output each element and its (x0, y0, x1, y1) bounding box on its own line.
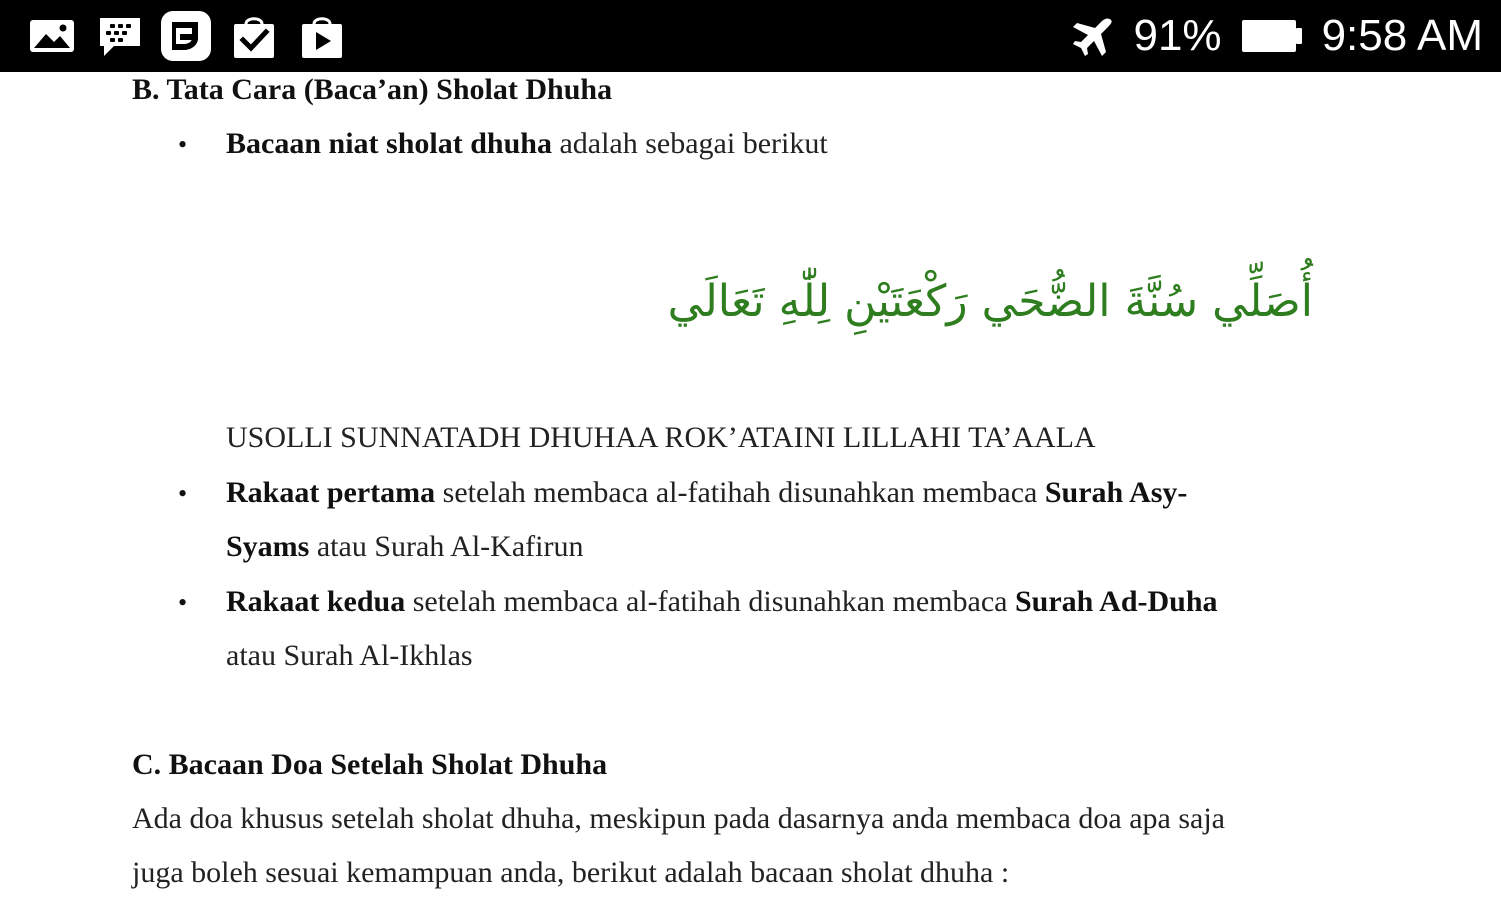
rakaat-pertama-line2 (226, 529, 583, 565)
niat-item-bold: Bacaan niat sholat dhuha (226, 127, 552, 160)
niat-item (226, 126, 828, 162)
gallery-icon[interactable] (26, 10, 78, 62)
bullet-marker: • (178, 479, 188, 508)
doa-paragraph-line2: juga boleh sesuai kemampuan anda, berikut adalah bacaan sholat dhuha : (132, 856, 1010, 889)
doa-paragraph-line1: Ada doa khusus setelah sholat dhuha, meskipun pada dasarnya anda membaca doa apa saja (132, 802, 1225, 835)
task-bag-icon[interactable] (228, 10, 280, 62)
bbm-chat-icon[interactable] (94, 10, 146, 62)
surah-asy-bold: Surah Asy- (1044, 476, 1188, 509)
rakaat-kedua-line2: atau Surah Al-Ikhlas (226, 639, 473, 672)
surah-syams-bold: Syams (226, 530, 310, 563)
play-store-icon[interactable] (296, 10, 348, 62)
surah-ad-duha-bold: Surah Ad-Duha (1014, 585, 1218, 618)
arabic-niat: أُصَلِّي سُنَّةَ الضُّحَي رَكْعَتَيْنِ لِلّٰهِ تَعَالَي (667, 276, 1313, 327)
bullet-marker: • (178, 130, 188, 159)
blackberry-hub-icon[interactable] (158, 8, 214, 64)
status-bar (0, 0, 1501, 72)
rakaat-pertama-bold: Rakaat pertama (226, 476, 436, 509)
section-b-heading: B. Tata Cara (Baca’an) Sholat Dhuha (132, 73, 613, 106)
rakaat-kedua-bold: Rakaat kedua (226, 585, 406, 618)
document-view[interactable] (0, 72, 1501, 900)
battery-percent: 91% (1133, 11, 1222, 60)
status-bar-right (1071, 0, 1483, 72)
airplane-mode-icon (1071, 14, 1115, 58)
rakaat-pertama-text: setelah membaca al-fatihah disunahkan membaca (435, 476, 1045, 509)
clock: 9:58 AM (1321, 11, 1483, 60)
rakaat-kedua-text: setelah membaca al-fatihah disunahkan membaca (405, 585, 1015, 618)
rakaat-pertama-alt: atau Surah Al-Kafirun (309, 530, 584, 563)
battery-icon (1240, 16, 1304, 56)
rakaat-pertama-line1 (226, 475, 1187, 511)
bullet-marker: • (178, 588, 188, 617)
niat-item-text: adalah sebagai berikut (551, 127, 828, 160)
rakaat-kedua-line1 (226, 584, 1218, 620)
transliteration: USOLLI SUNNATADH DHUHAA ROK’ATAINI LILLAHI TA’AALA (226, 421, 1096, 454)
section-c-heading: C. Bacaan Doa Setelah Sholat Dhuha (132, 748, 608, 781)
